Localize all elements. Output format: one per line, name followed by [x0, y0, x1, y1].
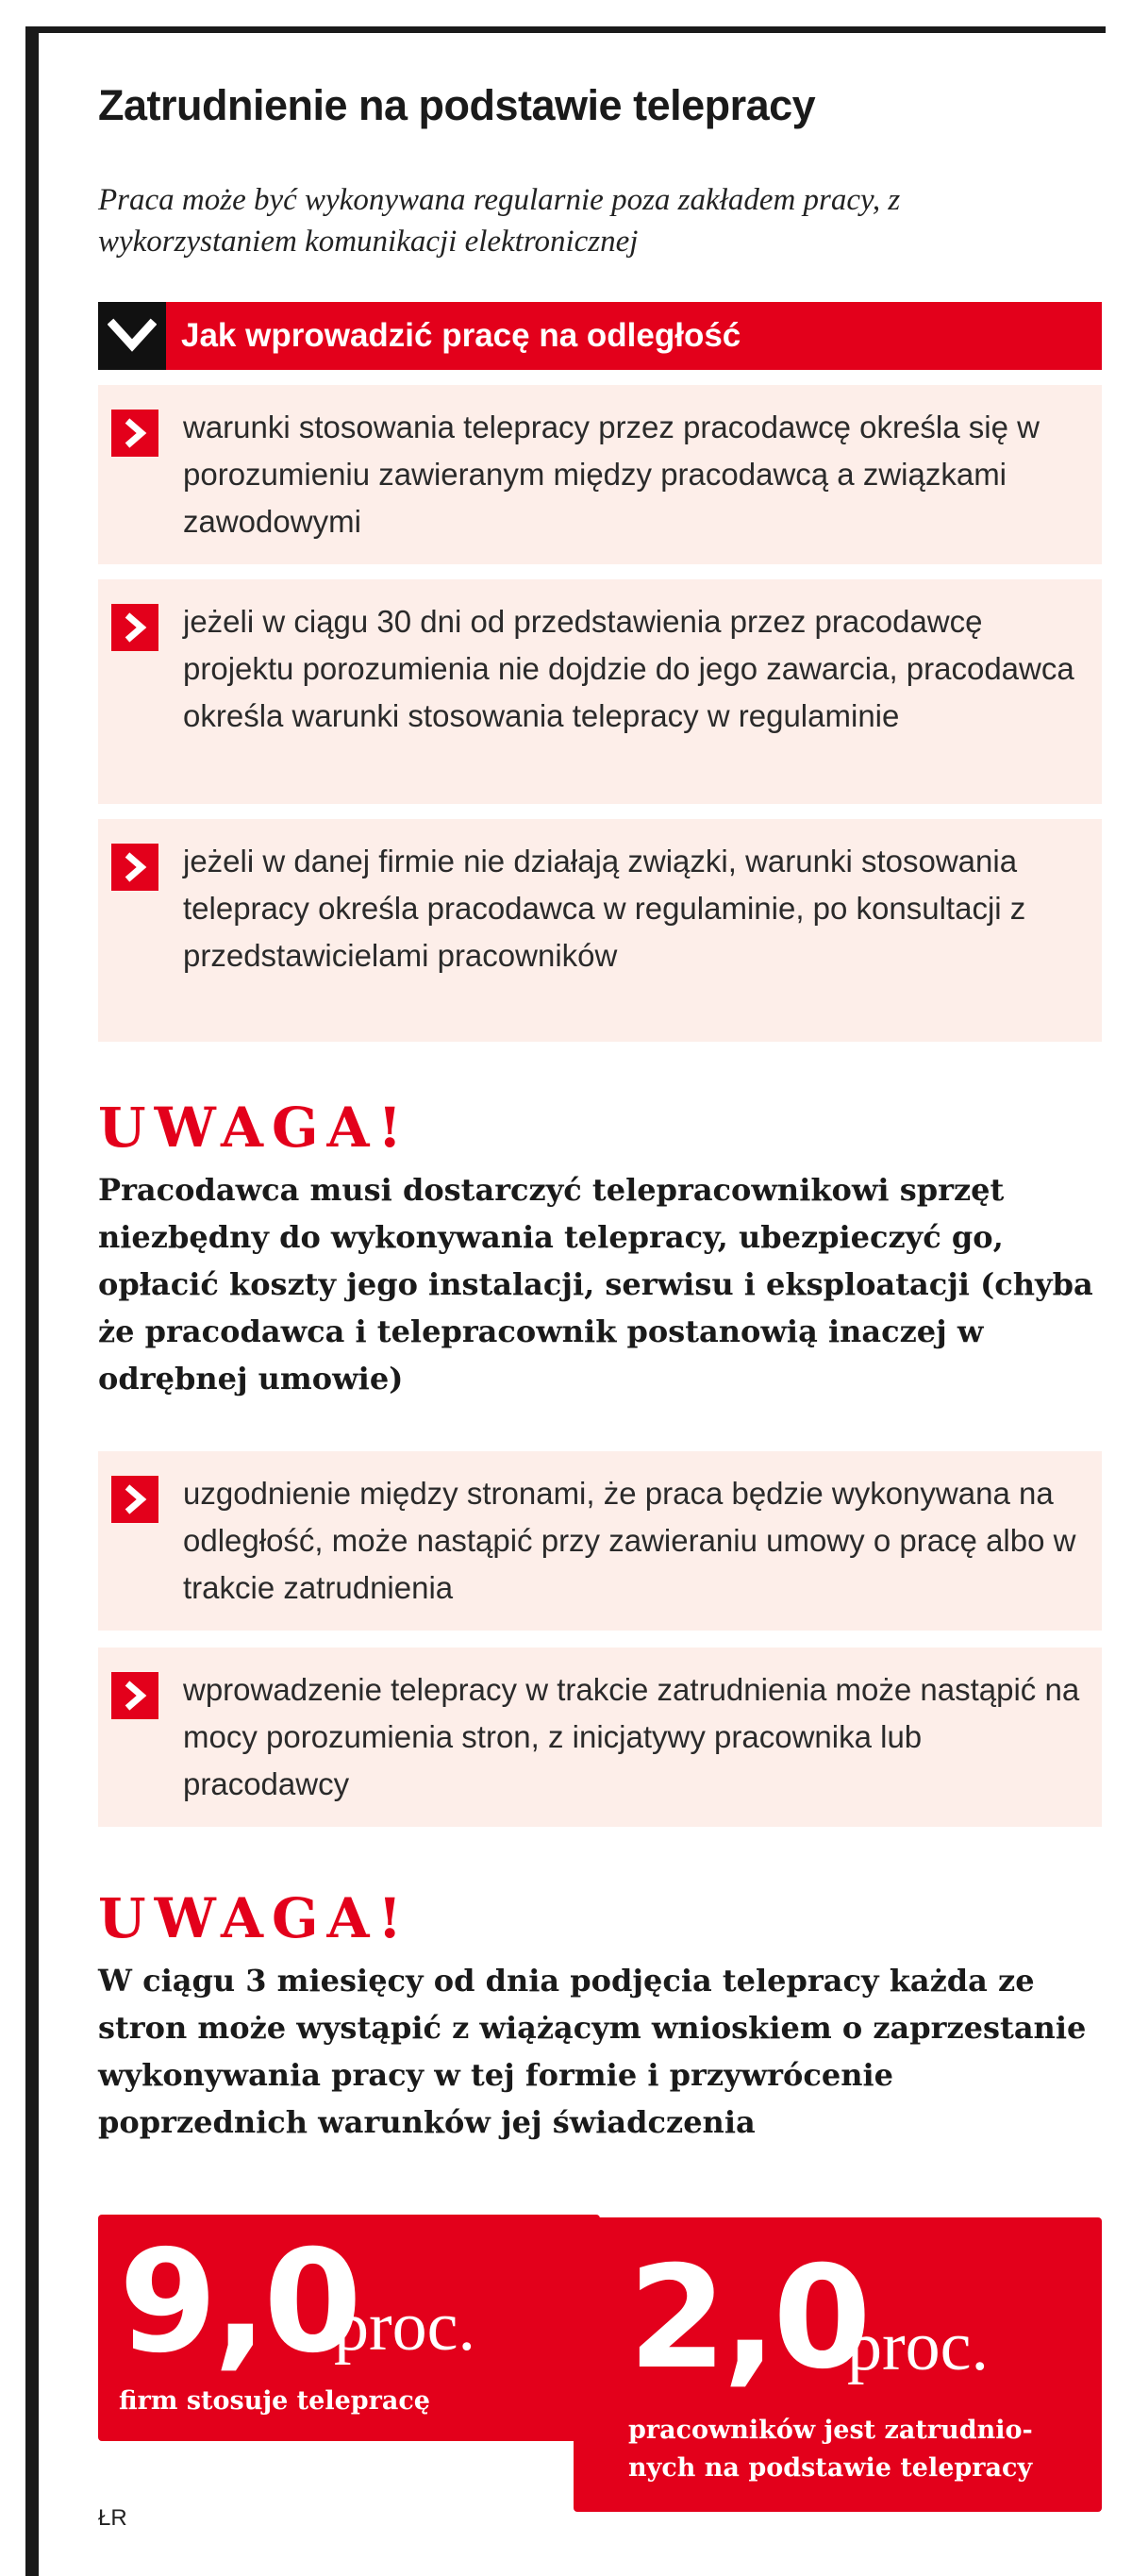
stat-caption: firm stosuje telepracę — [119, 2386, 430, 2416]
page-subtitle: Praca może być wykonywana regularnie poza zakładem pracy, z wykorzystaniem komunikacji elektronicznej — [98, 183, 901, 259]
list-item — [98, 1648, 1102, 1827]
notice-text: Pracodawca musi dostarczyć telepracownikowi sprzęt niezbędny do wykonywania telepracy, ubezpieczyć go, opłacić koszty jego instalacji, serwisu i eksploatacji (chyba że pracodawca i telepracownik postanowią inaczej w odrębnej umowie) — [98, 1172, 1093, 1397]
list-item-text: warunki stosowania telepracy przez pracodawcę określa się w porozumieniu zawieranym między pracodawcą a związkami zawodowymi — [183, 410, 1040, 539]
stat-card — [574, 2217, 1102, 2512]
section-title: Jak wprowadzić pracę na odległość — [181, 317, 741, 354]
list-item — [98, 1451, 1102, 1631]
notice-label: UWAGA! — [98, 1096, 411, 1160]
chevron-right-icon — [111, 1672, 158, 1719]
stat-card — [98, 2215, 600, 2441]
stat-caption: pracowników jest zatrudnio-nych na podstawie telepracy — [628, 2416, 1033, 2483]
source-credit: ŁR — [98, 2505, 127, 2531]
chevron-down-icon — [98, 302, 166, 370]
stat-unit: proc. — [847, 2308, 989, 2385]
frame-top-bar — [25, 26, 1106, 33]
list-item-text: jeżeli w danej firmie nie działają związki, warunki stosowania telepracy określa pracodawca w regulaminie, po konsultacji z przedstawicielami pracowników — [183, 844, 1026, 973]
chevron-right-icon — [111, 1476, 158, 1523]
page-title: Zatrudnienie na podstawie telepracy — [98, 81, 816, 129]
notice-label: UWAGA! — [98, 1886, 411, 1950]
chevron-right-icon — [111, 604, 158, 651]
stat-unit: proc. — [334, 2288, 475, 2366]
list-item-text: wprowadzenie telepracy w trakcie zatrudnienia może nastąpić na mocy porozumienia stron, z inicjatywy pracownika lub pracodawcy — [183, 1672, 1080, 1801]
list-item-text: uzgodnienie między stronami, że praca będzie wykonywana na odległość, może nastąpić przy zawieraniu umowy o pracę albo w trakcie zatrudnienia — [183, 1476, 1076, 1605]
frame-left-bar — [25, 26, 39, 2576]
list-item — [98, 385, 1102, 564]
list-item-text: jeżeli w ciągu 30 dni od przedstawienia przez pracodawcę projektu porozumienia nie dojdzie do jego zawarcia, pracodawca określa warunki stosowania telepracy w regulaminie — [183, 604, 1074, 733]
notice-text: W ciągu 3 miesięcy od dnia podjęcia telepracy każda ze stron może wystąpić z wiążącym wnioskiem o zaprzestanie wykonywania pracy w tej formie i przywrócenie poprzednich warunków jej świadczenia — [98, 1963, 1087, 2140]
chevron-right-icon — [111, 410, 158, 457]
stat-value: 9,0 — [119, 2220, 358, 2384]
section-header — [98, 302, 1102, 370]
list-item — [98, 579, 1102, 804]
chevron-right-icon — [111, 844, 158, 891]
stat-value: 2,0 — [628, 2236, 868, 2400]
list-item — [98, 819, 1102, 1042]
